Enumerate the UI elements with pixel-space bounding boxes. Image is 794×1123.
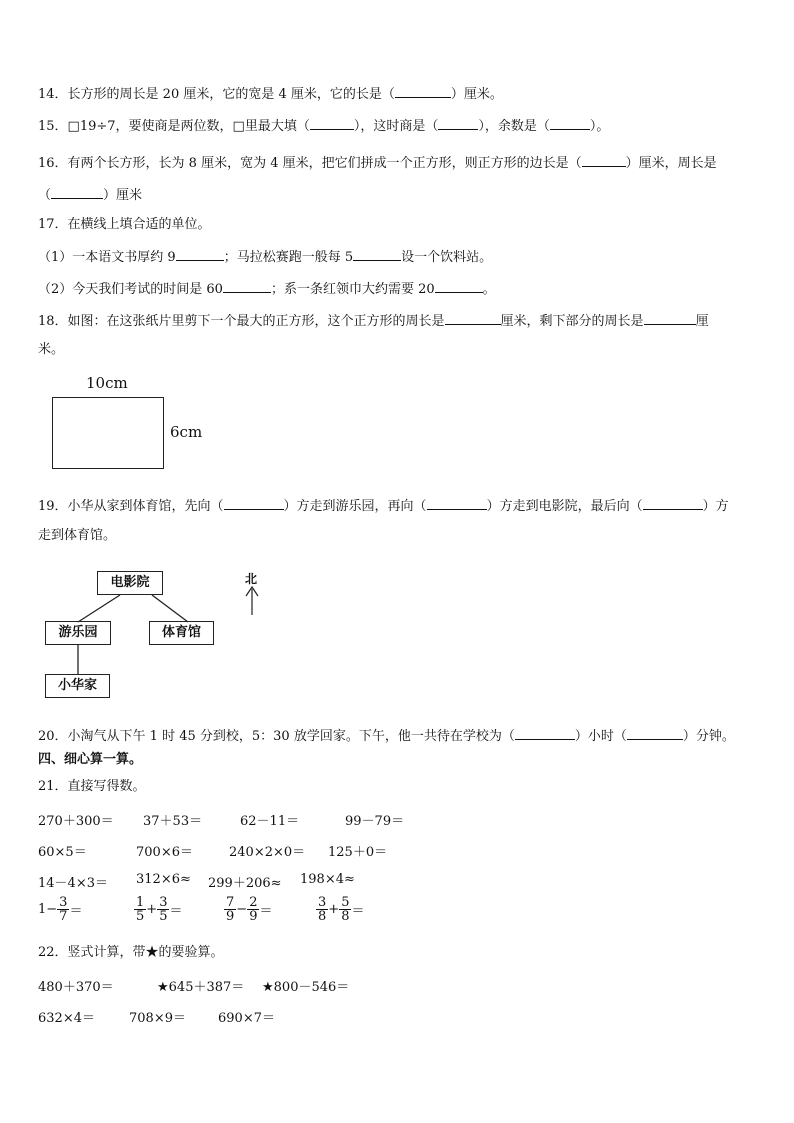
q15-blank-3[interactable] xyxy=(550,117,590,130)
question-19-line1 xyxy=(38,497,729,515)
fraction xyxy=(316,896,328,923)
q21-r1-c1: 270＋300＝ xyxy=(38,814,114,829)
numerator: 3 xyxy=(318,895,327,910)
q17-p1a: （1）一本语文书厚约 9 xyxy=(38,250,176,265)
home-box: 小华家 xyxy=(45,674,110,698)
numerator: 3 xyxy=(59,895,68,910)
numerator: 2 xyxy=(249,895,258,910)
q18-line2: 米。 xyxy=(38,342,65,357)
q17-p2c: 。 xyxy=(482,282,496,297)
q18-blank-1[interactable] xyxy=(445,312,501,325)
q16-blank-1[interactable] xyxy=(582,154,626,167)
denominator: 5 xyxy=(159,909,168,924)
fraction xyxy=(157,896,169,923)
q21-r1-c3: 62－11＝ xyxy=(240,814,300,829)
q17-blank-1[interactable] xyxy=(176,248,224,261)
q21-r3-c4: 198×4≈ xyxy=(300,872,355,887)
equals: ＝ xyxy=(169,904,183,919)
q22-r2-c1: 632×4＝ xyxy=(38,1011,95,1026)
question-17-part1 xyxy=(38,248,492,266)
q21-r2-c3: 240×2×0＝ xyxy=(229,845,306,860)
q15-part-b: ），这时商是（ xyxy=(353,119,439,134)
q18-rectangle xyxy=(52,397,164,469)
q16-end: ）厘米 xyxy=(103,188,143,203)
question-16-line2 xyxy=(38,186,142,204)
q20-blank-1[interactable] xyxy=(515,727,575,740)
q18-height-label: 6cm xyxy=(170,423,203,441)
denominator: 8 xyxy=(318,909,327,924)
equals: ＝ xyxy=(351,904,365,919)
q21-title: 21．直接写得数。 xyxy=(38,779,146,794)
denominator: 9 xyxy=(249,909,258,924)
q16-text-b: ）厘米，周长是 xyxy=(625,156,717,171)
operator: − xyxy=(236,902,248,917)
q15-part-c: ），余数是（ xyxy=(478,119,550,134)
question-22-title xyxy=(38,945,224,961)
q21-r1-c2: 37＋53＝ xyxy=(143,814,203,829)
section-4-heading: 四、细心算一算。 xyxy=(38,752,143,767)
q18-width-label: 10cm xyxy=(86,374,128,392)
fraction xyxy=(247,896,259,923)
q14-text: 14．长方形的周长是 20 厘米，它的宽是 4 厘米，它的长是（ xyxy=(38,87,395,102)
numerator: 7 xyxy=(226,895,235,910)
q22-r1-c2: ★645＋387＝ xyxy=(157,980,245,995)
denominator: 8 xyxy=(341,909,350,924)
q21-r2-c1: 60×5＝ xyxy=(38,845,87,860)
numerator: 3 xyxy=(159,895,168,910)
q18-text-b: 厘米，剩下部分的周长是 xyxy=(500,314,644,329)
equals: ＝ xyxy=(259,904,273,919)
q21-r2-c4: 125＋0＝ xyxy=(328,845,388,860)
park-box: 游乐园 xyxy=(45,621,111,645)
denominator: 5 xyxy=(136,909,145,924)
q19-line2: 走到体育馆。 xyxy=(38,528,117,543)
q19-map xyxy=(40,565,280,705)
question-18-line1 xyxy=(38,312,709,330)
numerator: 5 xyxy=(341,895,350,910)
q17-p2a: （2）今天我们考试的时间是 60 xyxy=(38,282,223,297)
q21-r1-c4: 99－79＝ xyxy=(345,814,405,829)
north-label: 北 xyxy=(245,572,258,586)
fraction xyxy=(57,896,69,923)
question-17-part2 xyxy=(38,280,496,298)
q17-p1b: ；马拉松赛跑一般每 5 xyxy=(223,250,354,265)
q21-r3-c3: 299＋206≈ xyxy=(208,876,282,891)
q21-r2-c2: 700×6＝ xyxy=(136,845,193,860)
q20-text-b: ）小时（ xyxy=(574,729,627,744)
q20-blank-2[interactable] xyxy=(627,727,683,740)
q15-blank-1[interactable] xyxy=(310,117,354,130)
operator: + xyxy=(328,902,340,917)
q19-text-d: ）方 xyxy=(702,499,729,514)
q20-text-c: ）分钟。 xyxy=(682,729,735,744)
fraction xyxy=(134,896,146,923)
question-19-line2 xyxy=(38,528,116,544)
q19-blank-1[interactable] xyxy=(224,497,284,510)
q18-blank-2[interactable] xyxy=(644,312,696,325)
q16-blank-2[interactable] xyxy=(51,186,103,199)
q17-p1c: 设一个饮料站。 xyxy=(401,250,493,265)
q22-title: 22．竖式计算，带★的要验算。 xyxy=(38,945,224,960)
q18-text-a: 18．如图：在这张纸片里剪下一个最大的正方形，这个正方形的周长是 xyxy=(38,314,445,329)
question-18-line2 xyxy=(38,342,64,358)
question-16-line1 xyxy=(38,154,717,172)
numerator: 1 xyxy=(136,895,145,910)
q21-r4-c3 xyxy=(224,896,272,923)
q21-r3-c1: 14－4×3＝ xyxy=(38,876,108,891)
q17-p2b: ；系一条红领巾大约需要 20 xyxy=(270,282,435,297)
q22-r2-c2: 708×9＝ xyxy=(129,1011,186,1026)
fraction xyxy=(339,896,351,923)
q19-blank-2[interactable] xyxy=(427,497,487,510)
cinema-box: 电影院 xyxy=(97,571,163,595)
q14-blank[interactable] xyxy=(395,85,451,98)
q21-r4-c4 xyxy=(316,896,364,923)
equals: ＝ xyxy=(69,904,83,919)
denominator: 7 xyxy=(59,909,68,924)
q17-title: 17．在横线上填合适的单位。 xyxy=(38,217,211,232)
q15-blank-2[interactable] xyxy=(438,117,478,130)
q21-r4-c1 xyxy=(38,896,82,923)
q21-r4-c1-pre: 1− xyxy=(38,902,58,917)
q22-r1-c1: 480＋370＝ xyxy=(38,980,114,995)
q20-text-a: 20．小淘气从下午 1 时 45 分到校，5：30 放学回家。下午，他一共待在学校为（ xyxy=(38,729,515,744)
gym-box: 体育馆 xyxy=(149,621,214,645)
q17-blank-4[interactable] xyxy=(435,280,483,293)
q19-text-b: ）方走到游乐园，再向（ xyxy=(283,499,427,514)
q22-r2-c3: 690×7＝ xyxy=(218,1011,275,1026)
question-20 xyxy=(38,727,735,745)
q17-blank-2[interactable] xyxy=(353,248,401,261)
fraction xyxy=(224,896,236,923)
question-21-title xyxy=(38,779,146,795)
q19-text-a: 19．小华从家到体育馆，先向（ xyxy=(38,499,224,514)
question-14 xyxy=(38,85,503,103)
q21-r3-c2: 312×6≈ xyxy=(136,872,191,887)
q19-blank-3[interactable] xyxy=(643,497,703,510)
q18-text-c: 厘 xyxy=(695,314,709,329)
q22-r1-c3: ★800－546＝ xyxy=(262,980,350,995)
denominator: 9 xyxy=(226,909,235,924)
q15-part-a: 15．□19÷7，要使商是两位数，□里最大填（ xyxy=(38,119,310,134)
q16-paren: （ xyxy=(38,188,52,203)
q21-r4-c2 xyxy=(134,896,182,923)
q16-text: 16．有两个长方形，长为 8 厘米，宽为 4 厘米，把它们拼成一个正方形，则正方形的边长是（ xyxy=(38,156,582,171)
question-17-title xyxy=(38,217,211,233)
q18-figure xyxy=(40,374,220,474)
operator: + xyxy=(146,902,158,917)
question-15 xyxy=(38,117,609,135)
q17-blank-3[interactable] xyxy=(223,280,271,293)
q14-end: ）厘米。 xyxy=(450,87,503,102)
q15-part-d: ）。 xyxy=(589,119,610,134)
q19-text-c: ）方走到电影院，最后向（ xyxy=(486,499,643,514)
